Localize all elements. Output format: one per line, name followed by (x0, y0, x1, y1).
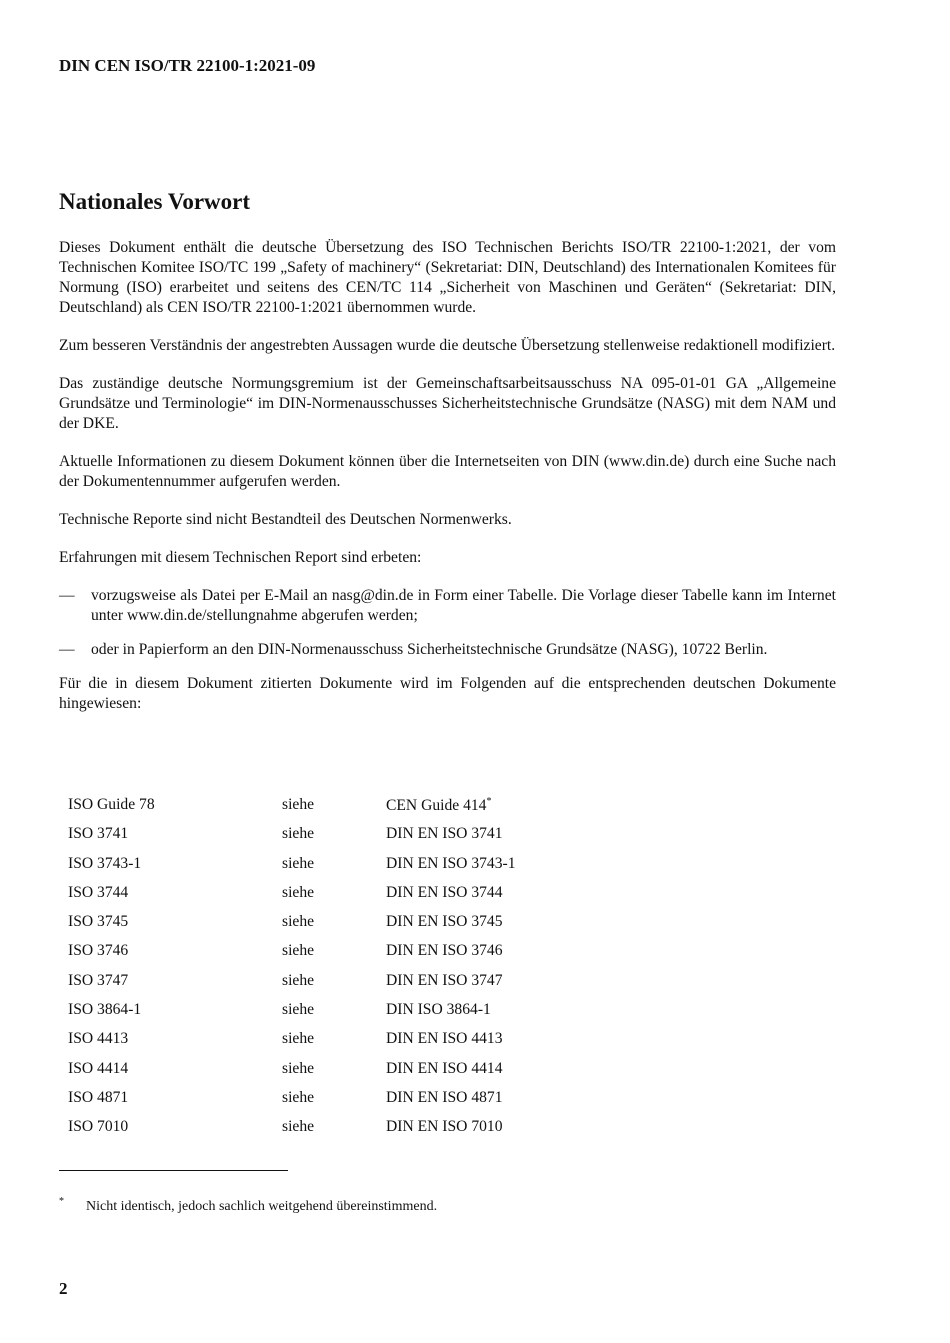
see-label: siehe (282, 1088, 315, 1106)
dash-bullet: — (59, 587, 75, 604)
iso-reference: ISO 4871 (68, 1088, 129, 1106)
iso-reference: ISO 3745 (68, 913, 129, 931)
table-row (68, 796, 516, 825)
table-row (68, 942, 516, 971)
table-row (68, 1089, 516, 1118)
iso-reference: ISO Guide 78 (68, 796, 155, 813)
see-label: siehe (282, 1001, 315, 1019)
footnote-mark: * (59, 1196, 64, 1207)
table-row (68, 1060, 516, 1089)
body-text (59, 238, 836, 732)
see-label: siehe (282, 913, 315, 931)
din-reference-text: CEN Guide 414 (386, 797, 487, 815)
list-item-text: vorzugsweise als Datei per E-Mail an nasg@din.de in Form einer Tabelle. Die Vorlage dieser Tabelle kann im Internet unter www.din.de/stellungnahme abgerufen werden; (91, 587, 836, 624)
din-reference: DIN EN ISO 4871 (386, 1088, 503, 1106)
table-row (68, 1001, 516, 1030)
din-reference (386, 796, 516, 825)
see-label: siehe (282, 1030, 315, 1048)
paragraph: Aktuelle Informationen zu diesem Dokument können über die Internetseiten von DIN (www.din.de) durch eine Suche nach der Dokumentennummer aufgerufen werden. (59, 453, 836, 490)
din-reference: DIN EN ISO 3744 (386, 883, 503, 901)
table-row (68, 1030, 516, 1059)
list-item-text: oder in Papierform an den DIN-Normenausschuss Sicherheitstechnische Grundsätze (NASG), 10722 Berlin. (91, 641, 768, 658)
iso-reference: ISO 3864-1 (68, 1001, 142, 1019)
see-label: siehe (282, 825, 315, 843)
references-intro: Für die in diesem Dokument zitierten Dokumente wird im Folgenden auf die entsprechenden deutschen Dokumente hingewiesen: (59, 675, 836, 712)
dash-bullet: — (59, 641, 75, 658)
table-row (68, 855, 516, 884)
din-reference: DIN EN ISO 3745 (386, 913, 503, 931)
table-row (68, 825, 516, 854)
footnote-marker: * (486, 796, 492, 807)
din-reference: DIN EN ISO 3741 (386, 825, 503, 843)
table-row (68, 1118, 516, 1147)
table-row (68, 884, 516, 913)
din-reference: DIN EN ISO 3746 (386, 942, 503, 960)
see-label: siehe (282, 1118, 315, 1136)
din-reference: DIN EN ISO 4414 (386, 1059, 503, 1077)
see-label: siehe (282, 942, 315, 960)
footnote-separator (59, 1170, 288, 1171)
section-title: Nationales Vorwort (59, 189, 251, 214)
din-reference: DIN EN ISO 4413 (386, 1030, 503, 1048)
din-reference: DIN EN ISO 7010 (386, 1118, 503, 1136)
see-label: siehe (282, 971, 315, 989)
see-label: siehe (282, 796, 315, 813)
document-id-header: DIN CEN ISO/TR 22100-1:2021-09 (59, 56, 316, 75)
iso-reference: ISO 3744 (68, 883, 129, 901)
din-reference: DIN ISO 3864-1 (386, 1001, 491, 1019)
iso-reference: ISO 7010 (68, 1118, 129, 1136)
iso-reference: ISO 3747 (68, 971, 129, 989)
footnote-text: Nicht identisch, jedoch sachlich weitgehend übereinstimmend. (86, 1199, 438, 1214)
list-item (59, 586, 836, 626)
din-reference: DIN EN ISO 3743-1 (386, 854, 516, 872)
table-row (68, 913, 516, 942)
page-number: 2 (59, 1279, 68, 1298)
paragraph: Erfahrungen mit diesem Technischen Report sind erbeten: (59, 549, 422, 566)
iso-reference: ISO 3743-1 (68, 854, 142, 872)
iso-reference: ISO 3741 (68, 825, 129, 843)
list-item (59, 640, 836, 660)
iso-reference: ISO 3746 (68, 942, 129, 960)
paragraph: Zum besseren Verständnis der angestrebten Aussagen wurde die deutsche Übersetzung stellenweise redaktionell modifiziert. (59, 337, 836, 354)
see-label: siehe (282, 1059, 315, 1077)
paragraph: Dieses Dokument enthält die deutsche Übersetzung des ISO Technischen Berichts ISO/TR 22100-1:2021, der vom Technischen Komitee ISO/TC 199 „Safety of machinery“ (Sekretariat: DIN, Deutschland) des Internationalen Komitees für Normung (ISO) erarbeitet und seitens des CEN/TC 114 „Sicherheit von Maschinen und Geräten“ (Sekretariat: DIN, Deutschland) als CEN ISO/TR 22100-1:2021 übernommen wurde. (59, 239, 836, 316)
paragraph: Das zuständige deutsche Normungsgremium ist der Gemeinschaftsarbeitsausschuss NA 095-01-01 GA „Allgemeine Grundsätze und Terminologie“ im DIN-Normenausschusses Sicherheitstechnische Grundsätze (NASG) mit dem NAM und der DKE. (59, 375, 836, 432)
table-row (68, 972, 516, 1001)
reference-table (68, 796, 516, 1148)
see-label: siehe (282, 883, 315, 901)
iso-reference: ISO 4414 (68, 1059, 129, 1077)
iso-reference: ISO 4413 (68, 1030, 129, 1048)
see-label: siehe (282, 854, 315, 872)
din-reference: DIN EN ISO 3747 (386, 971, 503, 989)
paragraph: Technische Reporte sind nicht Bestandteil des Deutschen Normenwerks. (59, 511, 512, 528)
